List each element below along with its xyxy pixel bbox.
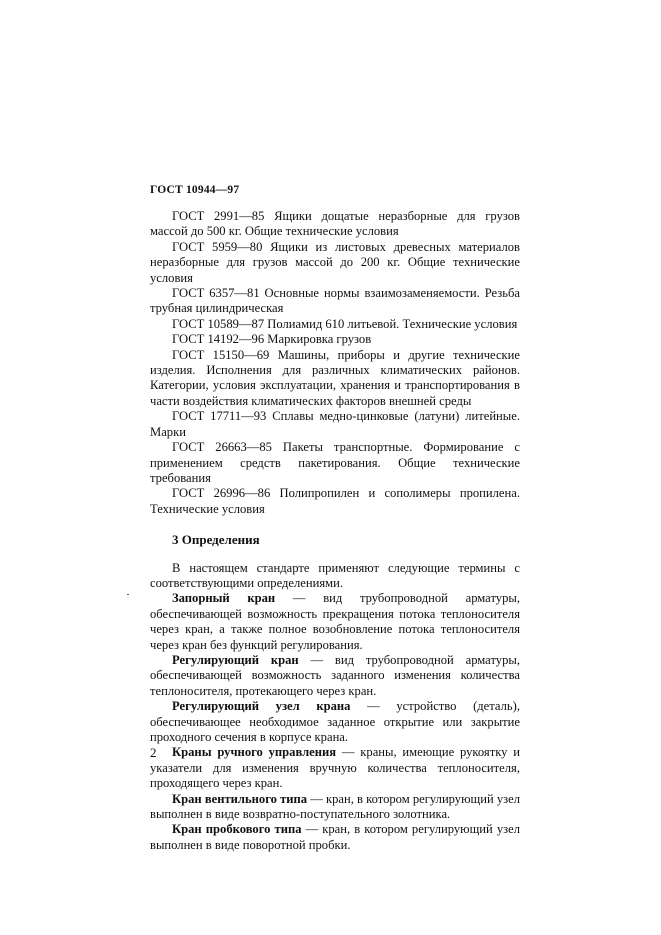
definition-paragraph <box>150 822 520 853</box>
definition-paragraph <box>150 745 520 791</box>
definition-term: Краны ручного управления <box>172 745 337 760</box>
definition-term: Запорный кран <box>172 591 276 606</box>
definition-text: — кран, в котором регулирующий узел выполнен в виде возвратно-поступательного золотника. <box>150 791 520 822</box>
reference-item: ГОСТ 26663—85 Пакеты транспортные. Формирование с применением средств пакетирования. Общие технические требования <box>150 440 520 485</box>
margin-mark <box>127 594 129 595</box>
definition-term: Регулирующий узел крана <box>172 699 351 714</box>
definition-term: Кран пробкового типа <box>172 822 302 837</box>
reference-item: ГОСТ 10589—87 Полиамид 610 литьевой. Технические условия <box>172 316 518 331</box>
section-title: 3 Определения <box>172 532 260 548</box>
definition-paragraph <box>150 591 520 653</box>
document-header: ГОСТ 10944—97 <box>150 184 240 196</box>
definition-text: — вид трубопроводной арматуры, обеспечивающей возможность прекращения потока теплоносителя через кран, а также полное возобновление потока теплоносителя через кран без функций регулирования. <box>150 591 520 652</box>
definition-text: — устройство (деталь), обеспечивающее необходимое заданное открытие или закрытие проходного сечения в корпусе крана. <box>150 699 521 744</box>
document-body <box>150 209 520 853</box>
reference-item: ГОСТ 2991—85 Ящики дощатые неразборные для грузов массой до 500 кг. Общие технические условия <box>150 209 520 239</box>
reference-item: ГОСТ 15150—69 Машины, приборы и другие технические изделия. Исполнения для различных климатических районов. Категории, условия эксплуатации, хранения и транспортирования в части воздействия климатических факторов внешней среды <box>150 347 520 408</box>
reference-item: ГОСТ 26996—86 Полипропилен и сополимеры пропилена. Технические условия <box>150 486 520 516</box>
reference-item: ГОСТ 17711—93 Сплавы медно-цинковые (латуни) литейные. Марки <box>150 409 520 439</box>
reference-item: ГОСТ 14192—96 Маркировка грузов <box>172 332 372 347</box>
definition-text: — вид трубопроводной арматуры, обеспечивающей возможность заданного изменения количества теплоносителя, протекающего через кран. <box>150 652 520 698</box>
definition-text: — краны, имеющие рукоятку и указатели для изменения вручную количества теплоносителя, проходящего через кран. <box>150 745 521 791</box>
section-intro: В настоящем стандарте применяют следующие термины с соответствующими определениями. <box>150 560 520 590</box>
definition-paragraph <box>150 792 520 823</box>
definition-term: Кран вентильного типа <box>172 791 308 806</box>
reference-item: ГОСТ 5959—80 Ящики из листовых древесных материалов неразборные для грузов массой до 200 кг. Общие технические условия <box>150 239 520 285</box>
definition-text: — кран, в котором регулирующий узел выполнен в виде поворотной пробки. <box>150 822 520 852</box>
definition-paragraph <box>150 699 520 745</box>
reference-item: ГОСТ 6357—81 Основные нормы взаимозаменяемости. Резьба трубная цилиндрическая <box>150 286 520 316</box>
page-number: 2 <box>150 745 157 760</box>
definition-term: Регулирующий кран <box>172 652 299 667</box>
definition-paragraph <box>150 653 520 699</box>
